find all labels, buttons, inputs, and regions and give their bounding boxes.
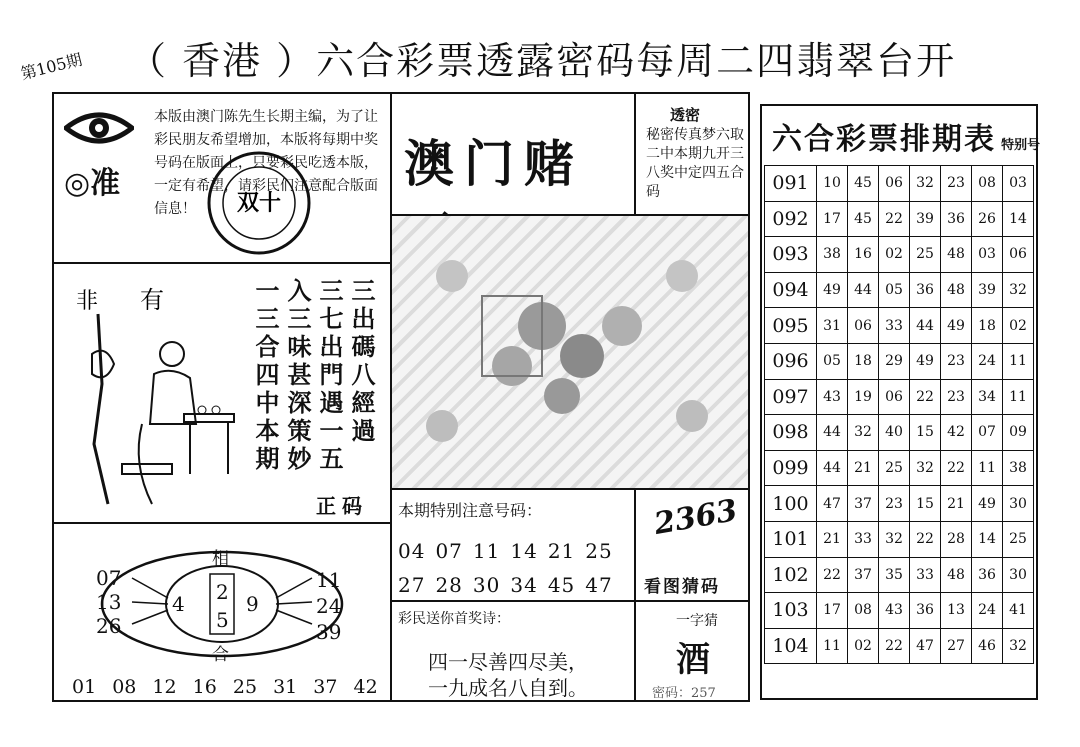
poem-column: 三出碼八經過 [347, 278, 376, 446]
riddle-code: 密码：257 [652, 686, 716, 701]
schedule-row [765, 343, 1034, 379]
schedule-number-cell: 22 [817, 557, 848, 593]
schedule-number-cell: 02 [1003, 308, 1034, 344]
schedule-number-cell: 36 [941, 201, 972, 237]
schedule-number-cell: 21 [848, 450, 879, 486]
schedule-number-cell: 11 [1003, 343, 1034, 379]
schedule-number-cell: 22 [879, 628, 910, 664]
schedule-number-cell: 33 [879, 308, 910, 344]
schedule-number-cell: 43 [817, 379, 848, 415]
collage-faces [392, 216, 748, 488]
poem-line: 四一尽善四尽美， [428, 650, 588, 674]
wheel-left-number: 13 [96, 590, 122, 614]
schedule-number-cell: 18 [972, 308, 1003, 344]
schedule-issue-cell: 098 [765, 415, 817, 451]
schedule-number-cell: 22 [910, 521, 941, 557]
riddle-panel [634, 600, 750, 702]
special-number: 34 [510, 573, 538, 597]
schedule-number-cell: 19 [848, 379, 879, 415]
poem-columns [250, 278, 376, 474]
schedule-number-cell: 47 [910, 628, 941, 664]
schedule-number-cell: 32 [1003, 272, 1034, 308]
schedule-number-cell: 41 [1003, 593, 1034, 629]
schedule-number-cell: 09 [1003, 415, 1034, 451]
special-number: 04 [398, 539, 426, 563]
wheel-center-top: 2 [216, 580, 229, 604]
schedule-number-cell: 13 [941, 593, 972, 629]
schedule-number-cell: 33 [910, 557, 941, 593]
poem-column: 三七出門遇一五 [315, 278, 344, 474]
schedule-number-cell: 22 [910, 379, 941, 415]
schedule-number-cell: 06 [879, 166, 910, 202]
schedule-number-cell: 32 [910, 166, 941, 202]
schedule-row [765, 201, 1034, 237]
schedule-number-cell: 36 [910, 593, 941, 629]
schedule-issue-cell: 094 [765, 272, 817, 308]
main-title: 澳门赌 [404, 134, 584, 193]
scholar-illustration [62, 274, 242, 514]
intro-text: 本版由澳门陈先生长期主编，为了让彩民朋友希望增加，本版将每期中奖号码在版面上，只要彩民吃透本版，一定有希望，请彩民们注意配合版面信息！ [154, 109, 378, 217]
intro-panel [52, 92, 392, 264]
special-numbers-row [398, 568, 613, 602]
schedule-issue-cell: 095 [765, 308, 817, 344]
schedule-number-cell: 32 [1003, 628, 1034, 664]
schedule-number-cell: 42 [941, 415, 972, 451]
schedule-table [764, 165, 1034, 664]
schedule-number-cell: 23 [941, 166, 972, 202]
special-label: 本期特别注意号码： [398, 501, 543, 520]
schedule-number-cell: 47 [817, 486, 848, 522]
schedule-number-cell: 48 [941, 557, 972, 593]
schedule-number-cell: 15 [910, 415, 941, 451]
zhun-label: ◎准 [64, 166, 121, 201]
riddle-label: 一字猜 [676, 613, 718, 629]
wheel-center-bottom: 5 [216, 608, 229, 632]
schedule-number-cell: 21 [817, 521, 848, 557]
schedule-issue-cell: 102 [765, 557, 817, 593]
seal-stamp [204, 148, 314, 258]
schedule-number-cell: 06 [848, 308, 879, 344]
schedule-subtitle: 特别号 [1001, 138, 1041, 153]
schedule-number-cell: 18 [848, 343, 879, 379]
schedule-number-cell: 22 [879, 201, 910, 237]
schedule-title [772, 114, 1040, 158]
wheel-right-number: 11 [316, 568, 342, 592]
schedule-number-cell: 37 [848, 486, 879, 522]
wheel-bottom-label: 合 [212, 645, 229, 665]
poem-column: 一三合四中本期 [251, 278, 280, 474]
schedule-number-cell: 26 [972, 201, 1003, 237]
schedule-number-cell: 08 [972, 166, 1003, 202]
schedule-issue-cell: 100 [765, 486, 817, 522]
tomi-panel [634, 92, 750, 216]
schedule-issue-cell: 091 [765, 166, 817, 202]
schedule-number-cell: 38 [817, 237, 848, 273]
schedule-number-cell: 29 [879, 343, 910, 379]
schedule-number-cell: 14 [1003, 201, 1034, 237]
schedule-number-cell: 48 [941, 272, 972, 308]
schedule-row [765, 166, 1034, 202]
schedule-number-cell: 23 [941, 343, 972, 379]
tuma-label: 看图猜码 [644, 577, 720, 597]
tomi-text: 秘密传真梦六取二中本期九开三八奖中定四五合码 [646, 127, 744, 200]
schedule-number-cell: 34 [972, 379, 1003, 415]
schedule-row [765, 450, 1034, 486]
special-numbers-row [398, 534, 613, 568]
wheel-center-left: 4 [172, 592, 185, 616]
schedule-issue-cell: 104 [765, 628, 817, 664]
wheel-left-number: 07 [96, 566, 122, 590]
schedule-number-cell: 11 [1003, 379, 1034, 415]
wheel-panel [52, 522, 392, 702]
schedule-issue-cell: 092 [765, 201, 817, 237]
schedule-number-cell: 25 [879, 450, 910, 486]
schedule-number-cell: 30 [1003, 557, 1034, 593]
poem-footer: 正码 [316, 494, 368, 518]
svg-text:非: 非 [76, 289, 99, 314]
schedule-number-cell: 02 [848, 628, 879, 664]
schedule-number-cell: 24 [972, 593, 1003, 629]
schedule-number-cell: 24 [972, 343, 1003, 379]
photo-collage [390, 214, 750, 490]
special-numbers-panel [390, 488, 636, 602]
schedule-row [765, 557, 1034, 593]
schedule-number-cell: 03 [1003, 166, 1034, 202]
schedule-number-cell: 11 [817, 628, 848, 664]
schedule-row [765, 486, 1034, 522]
eye-icon [64, 108, 134, 148]
schedule-number-cell: 44 [817, 450, 848, 486]
special-number: 21 [547, 539, 576, 563]
schedule-number-cell: 37 [848, 557, 879, 593]
schedule-number-cell: 31 [817, 308, 848, 344]
schedule-number-cell: 44 [848, 272, 879, 308]
page-title: （ 香港 ）六合彩票透露密码每周二四翡翠台开 [128, 39, 957, 83]
wheel-left-number: 26 [96, 614, 122, 638]
schedule-row [765, 593, 1034, 629]
wheel-right-number: 24 [316, 594, 342, 618]
schedule-number-cell: 45 [848, 201, 879, 237]
schedule-number-cell: 30 [1003, 486, 1034, 522]
svg-text:双十: 双十 [236, 191, 282, 216]
schedule-number-cell: 23 [941, 379, 972, 415]
schedule-number-cell: 32 [910, 450, 941, 486]
schedule-number-cell: 10 [817, 166, 848, 202]
schedule-number-cell: 03 [972, 237, 1003, 273]
schedule-number-cell: 05 [817, 343, 848, 379]
special-number: 30 [472, 573, 501, 597]
schedule-number-cell: 27 [941, 628, 972, 664]
schedule-number-cell: 49 [817, 272, 848, 308]
schedule-number-cell: 06 [1003, 237, 1034, 273]
schedule-issue-cell: 096 [765, 343, 817, 379]
schedule-number-cell: 38 [1003, 450, 1034, 486]
special-number: 47 [585, 573, 613, 597]
schedule-number-cell: 35 [879, 557, 910, 593]
schedule-number-cell: 49 [941, 308, 972, 344]
schedule-number-cell: 39 [910, 201, 941, 237]
winning-poem-panel [390, 600, 636, 702]
schedule-number-cell: 23 [879, 486, 910, 522]
wheel-bottom-row: 01 08 12 16 25 31 37 42 [72, 676, 378, 698]
schedule-number-cell: 14 [972, 521, 1003, 557]
wheel-right-number: 39 [316, 620, 342, 644]
poem-label: 彩民送你首奖诗： [398, 611, 510, 627]
special-number: 14 [510, 539, 538, 563]
special-number: 25 [585, 539, 613, 563]
special-number: 27 [398, 573, 426, 597]
schedule-row [765, 628, 1034, 664]
schedule-number-cell: 36 [972, 557, 1003, 593]
schedule-number-cell: 17 [817, 201, 848, 237]
tomi-title: 透密 [670, 106, 701, 124]
poem-panel [52, 262, 392, 524]
schedule-number-cell: 22 [941, 450, 972, 486]
schedule-issue-cell: 103 [765, 593, 817, 629]
schedule-row [765, 415, 1034, 451]
schedule-row [765, 237, 1034, 273]
schedule-number-cell: 39 [972, 272, 1003, 308]
schedule-number-cell: 15 [910, 486, 941, 522]
schedule-row [765, 379, 1034, 415]
schedule-number-cell: 16 [848, 237, 879, 273]
schedule-number-cell: 21 [941, 486, 972, 522]
schedule-number-cell: 46 [972, 628, 1003, 664]
schedule-number-cell: 45 [848, 166, 879, 202]
tuma-sketch: 2363 [651, 493, 740, 542]
poem-column: 入三味甚深策妙 [283, 278, 312, 474]
schedule-number-cell: 02 [879, 237, 910, 273]
special-number: 11 [472, 539, 501, 563]
riddle-char: 酒 [676, 640, 710, 680]
main-title-panel [390, 92, 636, 216]
schedule-row [765, 272, 1034, 308]
schedule-issue-cell: 093 [765, 237, 817, 273]
schedule-number-cell: 48 [941, 237, 972, 273]
schedule-number-cell: 25 [1003, 521, 1034, 557]
schedule-number-cell: 25 [910, 237, 941, 273]
schedule-row [765, 521, 1034, 557]
schedule-number-cell: 07 [972, 415, 1003, 451]
schedule-issue-cell: 101 [765, 521, 817, 557]
schedule-row [765, 308, 1034, 344]
schedule-issue-cell: 099 [765, 450, 817, 486]
svg-text:有: 有 [140, 286, 164, 314]
schedule-number-cell: 32 [879, 521, 910, 557]
schedule-number-cell: 49 [972, 486, 1003, 522]
schedule-title-main: 六合彩票排期表 [772, 122, 996, 157]
schedule-number-cell: 06 [879, 379, 910, 415]
schedule-number-cell: 40 [879, 415, 910, 451]
special-number: 45 [547, 573, 576, 597]
wheel-top-label: 相 [212, 549, 229, 569]
special-number: 07 [435, 539, 463, 563]
schedule-number-cell: 05 [879, 272, 910, 308]
poem-line: 一九成名八自到。 [428, 676, 588, 700]
schedule-number-cell: 36 [910, 272, 941, 308]
schedule-number-cell: 33 [848, 521, 879, 557]
issue-number: 第105期 [18, 49, 85, 84]
schedule-number-cell: 28 [941, 521, 972, 557]
special-number: 28 [435, 573, 463, 597]
schedule-number-cell: 49 [910, 343, 941, 379]
schedule-number-cell: 17 [817, 593, 848, 629]
schedule-number-cell: 44 [910, 308, 941, 344]
schedule-number-cell: 11 [972, 450, 1003, 486]
tuma-panel [634, 488, 750, 602]
schedule-number-cell: 44 [817, 415, 848, 451]
schedule-number-cell: 43 [879, 593, 910, 629]
schedule-number-cell: 08 [848, 593, 879, 629]
schedule-issue-cell: 097 [765, 379, 817, 415]
schedule-number-cell: 32 [848, 415, 879, 451]
wheel-center-right: 9 [246, 592, 259, 616]
